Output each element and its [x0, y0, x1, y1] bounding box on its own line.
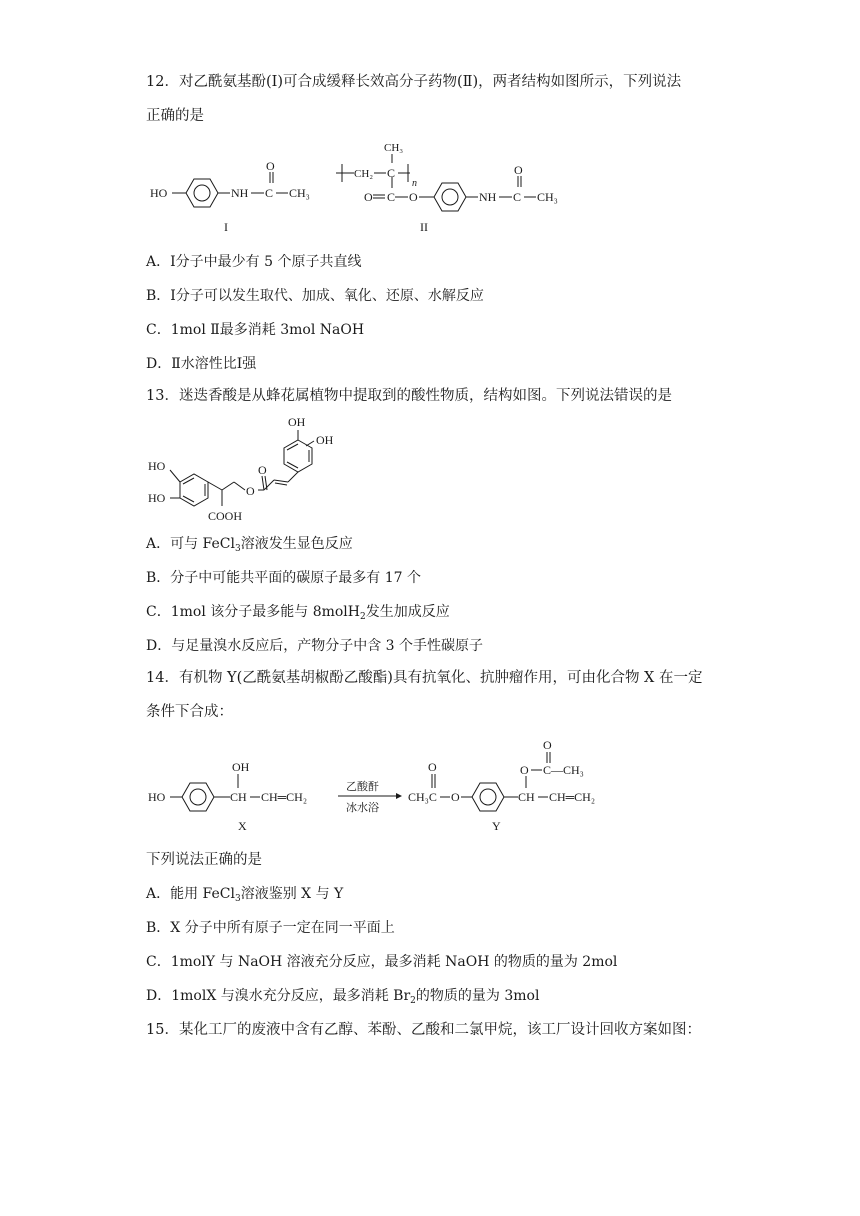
q14-option-d: D．1molX 与溴水充分反应，最多消耗 $Br_2$的物质的量为 3mol [146, 988, 540, 1006]
q12-fig-ch3-2: CH₃ [537, 190, 558, 204]
q12-fig-o: O [266, 159, 275, 173]
q12-fig-ch3-top: CH₃ [384, 142, 404, 154]
q13-structure-figure [146, 410, 386, 530]
q13-option-c: C．1mol 该分子最多能与 8molH$_2$发生加成反应 [146, 604, 450, 622]
q14-fig-ch: CH [230, 790, 247, 804]
q14-fig-o1: O [428, 760, 437, 774]
q13-stem-line1: 13．迷迭香酸是从蜂花属植物中提取到的酸性物质，结构如图。下列说法错误的是 [146, 388, 672, 404]
q14-label-y: Y [492, 819, 501, 833]
q14-option-b: B．X 分子中所有原子一定在同一平面上 [146, 920, 395, 936]
q12-fig-c4: C [513, 190, 522, 204]
q12-fig-o3: O [409, 190, 418, 204]
q12-option-a: A．Ⅰ分子中最少有 5 个原子共直线 [146, 254, 362, 270]
q12-label-ii: II [420, 220, 428, 234]
q14-fig-ho: HO [148, 790, 166, 804]
q12-fig-ch2: CH₂ [354, 168, 374, 180]
q12-stem-line1: 12．对乙酰氨基酚(Ⅰ)可合成缓释长效高分子药物(Ⅱ)，两者结构如图所示，下列说法 [146, 74, 682, 90]
q14-option-c: C．1molY 与 NaOH 溶液充分反应，最多消耗 NaOH 的物质的量为 2mol [146, 954, 618, 970]
q12-option-b: B．Ⅰ分子可以发生取代、加成、氧化、还原、水解反应 [146, 288, 484, 304]
q14-fig-ch3c: CH₃C [408, 790, 437, 804]
q13-option-d: D．与足量溴水反应后，产物分子中含 3 个手性碳原子 [146, 638, 484, 654]
q12-fig-nh: NH [231, 186, 249, 200]
q12-fig-o2: O [364, 190, 373, 204]
q12-structure-figure [146, 136, 586, 236]
q12-fig-c3: C [387, 190, 396, 204]
q14-reagent-2: 冰水浴 [346, 802, 379, 814]
q14-fig-o2: O [451, 790, 460, 804]
q14-fig-o3: O [520, 763, 529, 777]
q12-stem-line2: 正确的是 [146, 108, 204, 124]
q13-fig-oh1: OH [288, 415, 306, 429]
q14-fig-ch2: CH [518, 790, 535, 804]
q14-stem-line2: 条件下合成： [146, 704, 233, 720]
q13-fig-ho1: HO [148, 459, 166, 473]
q14-fig-chch2: CH═CH₂ [261, 790, 308, 804]
q15-stem-line1: 15．某化工厂的废液中含有乙醇、苯酚、乙酸和二氯甲烷，该工厂设计回收方案如图： [146, 1022, 701, 1038]
q12-fig-c2: C [387, 166, 396, 180]
q13-fig-o1: O [258, 463, 267, 477]
q13-fig-o2: O [246, 484, 255, 498]
q13-fig-oh2: OH [316, 433, 334, 447]
q14-fig-cch3: C—CH₃ [543, 763, 584, 777]
q14-fig-oh: OH [232, 760, 250, 774]
q14-label-x: X [238, 819, 247, 833]
q14-reagent-1: 乙酸酐 [346, 781, 379, 793]
q12-fig-o4: O [514, 163, 523, 177]
q14-fig-o4: O [543, 738, 552, 752]
q13-fig-ho2: HO [148, 491, 166, 505]
q13-option-a: A．可与 FeCl$_3$溶液发生显色反应 [146, 536, 353, 554]
q14-fig-chch2-y: CH═CH₂ [549, 790, 596, 804]
q12-label-i: I [224, 220, 228, 234]
q12-option-c: C．1mol Ⅱ最多消耗 3mol NaOH [146, 322, 365, 338]
q12-fig-c: C [265, 186, 274, 200]
q13-fig-cooh: COOH [208, 509, 243, 523]
q12-fig-ch3: CH₃ [289, 186, 310, 200]
q14-stem-line3: 下列说法正确的是 [146, 852, 262, 868]
q13-option-b: B．分子中可能共平面的碳原子最多有 17 个 [146, 570, 422, 586]
q12-option-d: D．Ⅱ水溶性比Ⅰ强 [146, 356, 257, 372]
q14-option-a: A．能用 FeCl$_3$溶液鉴别 X 与 Y [146, 886, 344, 904]
q12-fig-ho: HO [150, 186, 168, 200]
q12-fig-nh2: NH [479, 190, 497, 204]
q12-fig-n: n [412, 178, 417, 189]
q14-reaction-figure [146, 736, 646, 836]
q14-stem-line1: 14．有机物 Y(乙酰氨基胡椒酚乙酸酯)具有抗氧化、抗肿瘤作用，可由化合物 X 在一定 [146, 670, 703, 686]
